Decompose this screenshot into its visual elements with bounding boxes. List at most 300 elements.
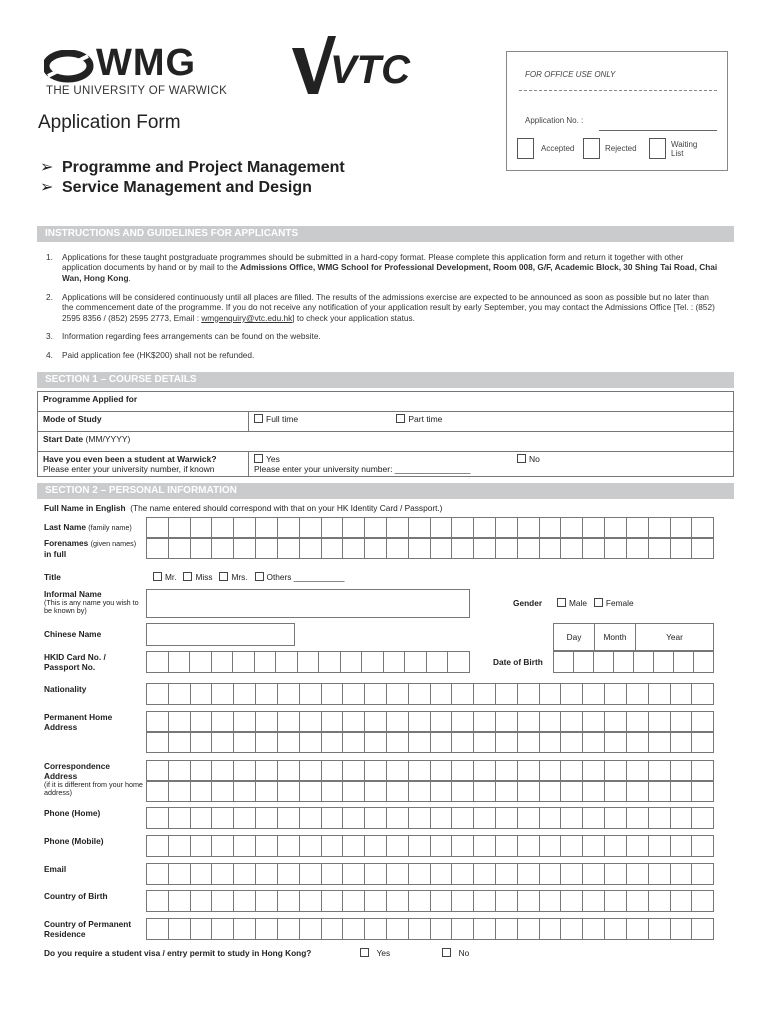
grid-cell[interactable] — [321, 891, 343, 911]
grid-cell[interactable] — [626, 864, 648, 884]
grid-cell[interactable] — [560, 684, 582, 704]
grid-cell[interactable] — [168, 712, 190, 732]
grid-cell[interactable] — [255, 761, 277, 781]
grid-cell[interactable] — [147, 732, 168, 752]
grid-cell[interactable] — [147, 652, 168, 672]
grid-cell[interactable] — [517, 518, 539, 538]
grid-cell[interactable] — [560, 518, 582, 538]
grid-cell[interactable] — [342, 781, 364, 801]
grid-cell[interactable] — [255, 732, 277, 752]
grid-cell[interactable] — [653, 651, 673, 672]
grid-cell[interactable] — [211, 864, 233, 884]
mrs-checkbox[interactable] — [219, 572, 228, 581]
grid-cell[interactable] — [539, 538, 561, 558]
grid-cell[interactable] — [517, 919, 539, 939]
grid-cell[interactable] — [473, 864, 495, 884]
grid-cell[interactable] — [626, 732, 648, 752]
grid-cell[interactable] — [255, 808, 277, 828]
grid-cell[interactable] — [560, 836, 582, 856]
grid-cell[interactable] — [321, 518, 343, 538]
grid-cell[interactable] — [255, 891, 277, 911]
grid-cell[interactable] — [299, 761, 321, 781]
grid-cell[interactable] — [626, 781, 648, 801]
grid-cell[interactable] — [255, 518, 277, 538]
grid-cell[interactable] — [299, 518, 321, 538]
grid-cell[interactable] — [582, 684, 604, 704]
grid-cell[interactable] — [255, 538, 277, 558]
grid-cell[interactable] — [560, 864, 582, 884]
grid-cell[interactable] — [233, 781, 255, 801]
grid-cell[interactable] — [342, 836, 364, 856]
grid-cell[interactable] — [254, 652, 276, 672]
grid-cell[interactable] — [430, 538, 452, 558]
grid-cell[interactable] — [582, 836, 604, 856]
grid-cell[interactable] — [297, 652, 319, 672]
visa-yes-checkbox[interactable] — [360, 948, 369, 957]
grid-cell[interactable] — [299, 836, 321, 856]
grid-cell[interactable] — [408, 518, 430, 538]
grid-cell[interactable] — [560, 761, 582, 781]
grid-cell[interactable] — [539, 518, 561, 538]
grid-cell[interactable] — [190, 761, 212, 781]
grid-cell[interactable] — [604, 761, 626, 781]
grid-cell[interactable] — [517, 891, 539, 911]
grid-cell[interactable] — [299, 891, 321, 911]
grid-cell[interactable] — [299, 808, 321, 828]
grid-cell[interactable] — [451, 712, 473, 732]
grid-cell[interactable] — [539, 808, 561, 828]
warwick-yes-checkbox[interactable] — [254, 454, 263, 463]
grid-cell[interactable] — [342, 732, 364, 752]
grid-cell[interactable] — [168, 761, 190, 781]
permanent-address-grid[interactable] — [146, 731, 714, 753]
grid-cell[interactable] — [342, 891, 364, 911]
grid-cell[interactable] — [211, 712, 233, 732]
grid-cell[interactable] — [386, 538, 408, 558]
grid-cell[interactable] — [408, 864, 430, 884]
grid-cell[interactable] — [582, 712, 604, 732]
grid-cell[interactable] — [648, 864, 670, 884]
grid-cell[interactable] — [648, 732, 670, 752]
grid-cell[interactable] — [321, 712, 343, 732]
grid-cell[interactable] — [539, 732, 561, 752]
grid-cell[interactable] — [517, 712, 539, 732]
grid-cell[interactable] — [517, 761, 539, 781]
grid-cell[interactable] — [473, 808, 495, 828]
grid-cell[interactable] — [517, 684, 539, 704]
grid-cell[interactable] — [408, 538, 430, 558]
grid-cell[interactable] — [626, 808, 648, 828]
grid-cell[interactable] — [604, 891, 626, 911]
grid-cell[interactable] — [342, 808, 364, 828]
grid-cell[interactable] — [277, 538, 299, 558]
grid-cell[interactable] — [691, 864, 713, 884]
grid-cell[interactable] — [321, 781, 343, 801]
grid-cell[interactable] — [321, 761, 343, 781]
grid-cell[interactable] — [447, 652, 469, 672]
start-date-field[interactable]: Start Date (MM/YYYY) — [38, 432, 734, 452]
grid-cell[interactable] — [539, 684, 561, 704]
grid-cell[interactable] — [321, 836, 343, 856]
grid-cell[interactable] — [495, 808, 517, 828]
grid-cell[interactable] — [691, 836, 713, 856]
university-number-field[interactable]: Please enter your university number: ________________ — [254, 464, 471, 474]
grid-cell[interactable] — [232, 652, 254, 672]
grid-cell[interactable] — [364, 808, 386, 828]
grid-cell[interactable] — [386, 781, 408, 801]
grid-cell[interactable] — [648, 761, 670, 781]
informal-name-input[interactable] — [146, 589, 470, 618]
grid-cell[interactable] — [430, 518, 452, 538]
grid-cell[interactable] — [342, 518, 364, 538]
grid-cell[interactable] — [582, 808, 604, 828]
grid-cell[interactable] — [404, 652, 426, 672]
grid-cell[interactable] — [626, 712, 648, 732]
grid-cell[interactable] — [473, 518, 495, 538]
grid-cell[interactable] — [147, 836, 168, 856]
grid-cell[interactable] — [451, 891, 473, 911]
grid-cell[interactable] — [255, 919, 277, 939]
grid-cell[interactable] — [255, 836, 277, 856]
grid-cell[interactable] — [190, 919, 212, 939]
grid-cell[interactable] — [670, 761, 692, 781]
grid-cell[interactable] — [473, 684, 495, 704]
grid-cell[interactable] — [190, 712, 212, 732]
grid-cell[interactable] — [495, 712, 517, 732]
grid-cell[interactable] — [299, 684, 321, 704]
grid-cell[interactable] — [364, 684, 386, 704]
grid-cell[interactable] — [321, 684, 343, 704]
grid-cell[interactable] — [495, 761, 517, 781]
grid-cell[interactable] — [277, 712, 299, 732]
email-grid[interactable] — [146, 863, 714, 885]
grid-cell[interactable] — [613, 651, 633, 672]
grid-cell[interactable] — [691, 808, 713, 828]
grid-cell[interactable] — [321, 538, 343, 558]
grid-cell[interactable] — [430, 761, 452, 781]
last-name-grid[interactable] — [146, 517, 714, 539]
grid-cell[interactable] — [190, 732, 212, 752]
grid-cell[interactable] — [626, 836, 648, 856]
grid-cell[interactable] — [582, 732, 604, 752]
grid-cell[interactable] — [539, 712, 561, 732]
grid-cell[interactable] — [691, 919, 713, 939]
grid-cell[interactable] — [277, 732, 299, 752]
grid-cell[interactable] — [408, 712, 430, 732]
grid-cell[interactable] — [255, 684, 277, 704]
grid-cell[interactable] — [386, 712, 408, 732]
grid-cell[interactable] — [321, 732, 343, 752]
male-checkbox[interactable] — [557, 598, 566, 607]
grid-cell[interactable] — [539, 761, 561, 781]
chinese-name-input[interactable] — [146, 623, 295, 646]
grid-cell[interactable] — [573, 651, 593, 672]
grid-cell[interactable] — [670, 732, 692, 752]
country-of-birth-grid[interactable] — [146, 890, 714, 912]
grid-cell[interactable] — [495, 891, 517, 911]
hkid-grid[interactable] — [146, 651, 470, 673]
grid-cell[interactable] — [539, 864, 561, 884]
grid-cell[interactable] — [473, 538, 495, 558]
grid-cell[interactable] — [168, 732, 190, 752]
grid-cell[interactable] — [648, 712, 670, 732]
grid-cell[interactable] — [211, 919, 233, 939]
grid-cell[interactable] — [473, 919, 495, 939]
grid-cell[interactable] — [190, 781, 212, 801]
grid-cell[interactable] — [517, 864, 539, 884]
grid-cell[interactable] — [517, 732, 539, 752]
grid-cell[interactable] — [364, 712, 386, 732]
grid-cell[interactable] — [233, 808, 255, 828]
grid-cell[interactable] — [626, 891, 648, 911]
grid-cell[interactable] — [408, 836, 430, 856]
grid-cell[interactable] — [495, 732, 517, 752]
grid-cell[interactable] — [147, 684, 168, 704]
grid-cell[interactable] — [408, 761, 430, 781]
grid-cell[interactable] — [147, 864, 168, 884]
grid-cell[interactable] — [233, 518, 255, 538]
grid-cell[interactable] — [560, 781, 582, 801]
grid-cell[interactable] — [604, 808, 626, 828]
grid-cell[interactable] — [321, 864, 343, 884]
grid-cell[interactable] — [451, 684, 473, 704]
grid-cell[interactable] — [648, 518, 670, 538]
grid-cell[interactable] — [560, 538, 582, 558]
grid-cell[interactable] — [582, 891, 604, 911]
grid-cell[interactable] — [691, 891, 713, 911]
grid-cell[interactable] — [495, 836, 517, 856]
grid-cell[interactable] — [426, 652, 448, 672]
grid-cell[interactable] — [168, 891, 190, 911]
grid-cell[interactable] — [517, 538, 539, 558]
grid-cell[interactable] — [211, 538, 233, 558]
grid-cell[interactable] — [233, 919, 255, 939]
grid-cell[interactable] — [604, 919, 626, 939]
grid-cell[interactable] — [299, 864, 321, 884]
grid-cell[interactable] — [147, 518, 168, 538]
grid-cell[interactable] — [473, 712, 495, 732]
grid-cell[interactable] — [626, 538, 648, 558]
grid-cell[interactable] — [147, 538, 168, 558]
grid-cell[interactable] — [190, 836, 212, 856]
grid-cell[interactable] — [408, 891, 430, 911]
grid-cell[interactable] — [604, 781, 626, 801]
grid-cell[interactable] — [190, 684, 212, 704]
grid-cell[interactable] — [342, 864, 364, 884]
residence-grid[interactable] — [146, 918, 714, 940]
grid-cell[interactable] — [648, 919, 670, 939]
grid-cell[interactable] — [539, 919, 561, 939]
forenames-grid[interactable] — [146, 537, 714, 559]
grid-cell[interactable] — [364, 864, 386, 884]
grid-cell[interactable] — [670, 864, 692, 884]
grid-cell[interactable] — [560, 732, 582, 752]
grid-cell[interactable] — [147, 712, 168, 732]
grid-cell[interactable] — [582, 864, 604, 884]
grid-cell[interactable] — [626, 684, 648, 704]
grid-cell[interactable] — [670, 891, 692, 911]
grid-cell[interactable] — [211, 891, 233, 911]
grid-cell[interactable] — [451, 761, 473, 781]
grid-cell[interactable] — [342, 538, 364, 558]
grid-cell[interactable] — [451, 864, 473, 884]
correspondence-address-grid[interactable] — [146, 780, 714, 802]
grid-cell[interactable] — [670, 538, 692, 558]
grid-cell[interactable] — [277, 891, 299, 911]
grid-cell[interactable] — [517, 836, 539, 856]
grid-cell[interactable] — [626, 518, 648, 538]
grid-cell[interactable] — [386, 518, 408, 538]
grid-cell[interactable] — [648, 808, 670, 828]
grid-cell[interactable] — [539, 891, 561, 911]
grid-cell[interactable] — [386, 836, 408, 856]
phone-mobile-grid[interactable] — [146, 835, 714, 857]
grid-cell[interactable] — [495, 781, 517, 801]
grid-cell[interactable] — [233, 891, 255, 911]
grid-cell[interactable] — [582, 919, 604, 939]
grid-cell[interactable] — [560, 919, 582, 939]
grid-cell[interactable] — [430, 808, 452, 828]
application-no-field[interactable] — [599, 130, 717, 131]
grid-cell[interactable] — [233, 684, 255, 704]
permanent-address-grid[interactable] — [146, 711, 714, 733]
grid-cell[interactable] — [408, 781, 430, 801]
grid-cell[interactable] — [233, 732, 255, 752]
grid-cell[interactable] — [691, 712, 713, 732]
grid-cell[interactable] — [473, 761, 495, 781]
grid-cell[interactable] — [340, 652, 362, 672]
grid-cell[interactable] — [364, 761, 386, 781]
grid-cell[interactable] — [430, 864, 452, 884]
grid-cell[interactable] — [255, 712, 277, 732]
grid-cell[interactable] — [386, 808, 408, 828]
email-link[interactable]: wmgenquiry@vtc.edu.hk — [201, 312, 293, 323]
grid-cell[interactable] — [670, 518, 692, 538]
grid-cell[interactable] — [342, 761, 364, 781]
grid-cell[interactable] — [168, 684, 190, 704]
grid-cell[interactable] — [277, 919, 299, 939]
grid-cell[interactable] — [560, 712, 582, 732]
correspondence-address-grid[interactable] — [146, 760, 714, 782]
grid-cell[interactable] — [670, 808, 692, 828]
grid-cell[interactable] — [495, 538, 517, 558]
grid-cell[interactable] — [190, 538, 212, 558]
grid-cell[interactable] — [318, 652, 340, 672]
grid-cell[interactable] — [604, 684, 626, 704]
grid-cell[interactable] — [670, 712, 692, 732]
grid-cell[interactable] — [233, 712, 255, 732]
grid-cell[interactable] — [211, 732, 233, 752]
grid-cell[interactable] — [386, 864, 408, 884]
grid-cell[interactable] — [386, 919, 408, 939]
grid-cell[interactable] — [633, 651, 653, 672]
grid-cell[interactable] — [168, 864, 190, 884]
waiting-list-checkbox[interactable] — [649, 138, 666, 159]
grid-cell[interactable] — [451, 781, 473, 801]
grid-cell[interactable] — [211, 781, 233, 801]
grid-cell[interactable] — [277, 684, 299, 704]
grid-cell[interactable] — [364, 891, 386, 911]
grid-cell[interactable] — [342, 684, 364, 704]
grid-cell[interactable] — [190, 518, 212, 538]
grid-cell[interactable] — [168, 518, 190, 538]
phone-home-grid[interactable] — [146, 807, 714, 829]
grid-cell[interactable] — [604, 712, 626, 732]
grid-cell[interactable] — [473, 891, 495, 911]
grid-cell[interactable] — [168, 808, 190, 828]
grid-cell[interactable] — [168, 538, 190, 558]
grid-cell[interactable] — [299, 732, 321, 752]
grid-cell[interactable] — [626, 761, 648, 781]
grid-cell[interactable] — [408, 732, 430, 752]
grid-cell[interactable] — [430, 781, 452, 801]
grid-cell[interactable] — [364, 836, 386, 856]
grid-cell[interactable] — [473, 836, 495, 856]
grid-cell[interactable] — [451, 836, 473, 856]
grid-cell[interactable] — [604, 538, 626, 558]
grid-cell[interactable] — [233, 761, 255, 781]
grid-cell[interactable] — [299, 919, 321, 939]
grid-cell[interactable] — [495, 518, 517, 538]
grid-cell[interactable] — [626, 919, 648, 939]
grid-cell[interactable] — [211, 652, 233, 672]
grid-cell[interactable] — [408, 808, 430, 828]
grid-cell[interactable] — [593, 651, 613, 672]
grid-cell[interactable] — [560, 891, 582, 911]
grid-cell[interactable] — [168, 836, 190, 856]
accepted-checkbox[interactable] — [517, 138, 534, 159]
grid-cell[interactable] — [430, 919, 452, 939]
grid-cell[interactable] — [386, 684, 408, 704]
grid-cell[interactable] — [299, 538, 321, 558]
grid-cell[interactable] — [408, 919, 430, 939]
grid-cell[interactable] — [342, 712, 364, 732]
grid-cell[interactable] — [582, 761, 604, 781]
grid-cell[interactable] — [495, 684, 517, 704]
grid-cell[interactable] — [691, 518, 713, 538]
grid-cell[interactable] — [430, 684, 452, 704]
grid-cell[interactable] — [670, 836, 692, 856]
grid-cell[interactable] — [430, 836, 452, 856]
grid-cell[interactable] — [364, 919, 386, 939]
grid-cell[interactable] — [190, 864, 212, 884]
grid-cell[interactable] — [693, 651, 713, 672]
grid-cell[interactable] — [233, 538, 255, 558]
grid-cell[interactable] — [670, 781, 692, 801]
grid-cell[interactable] — [495, 864, 517, 884]
grid-cell[interactable] — [168, 781, 190, 801]
grid-cell[interactable] — [691, 761, 713, 781]
grid-cell[interactable] — [233, 864, 255, 884]
grid-cell[interactable] — [277, 836, 299, 856]
grid-cell[interactable] — [670, 684, 692, 704]
grid-cell[interactable] — [211, 518, 233, 538]
grid-cell[interactable] — [495, 919, 517, 939]
grid-cell[interactable] — [168, 919, 190, 939]
grid-cell[interactable] — [147, 761, 168, 781]
grid-cell[interactable] — [648, 684, 670, 704]
grid-cell[interactable] — [430, 732, 452, 752]
grid-cell[interactable] — [539, 781, 561, 801]
grid-cell[interactable] — [604, 836, 626, 856]
grid-cell[interactable] — [321, 808, 343, 828]
grid-cell[interactable] — [386, 891, 408, 911]
grid-cell[interactable] — [361, 652, 383, 672]
grid-cell[interactable] — [451, 518, 473, 538]
grid-cell[interactable] — [342, 919, 364, 939]
warwick-no-checkbox[interactable] — [517, 454, 526, 463]
mr-checkbox[interactable] — [153, 572, 162, 581]
